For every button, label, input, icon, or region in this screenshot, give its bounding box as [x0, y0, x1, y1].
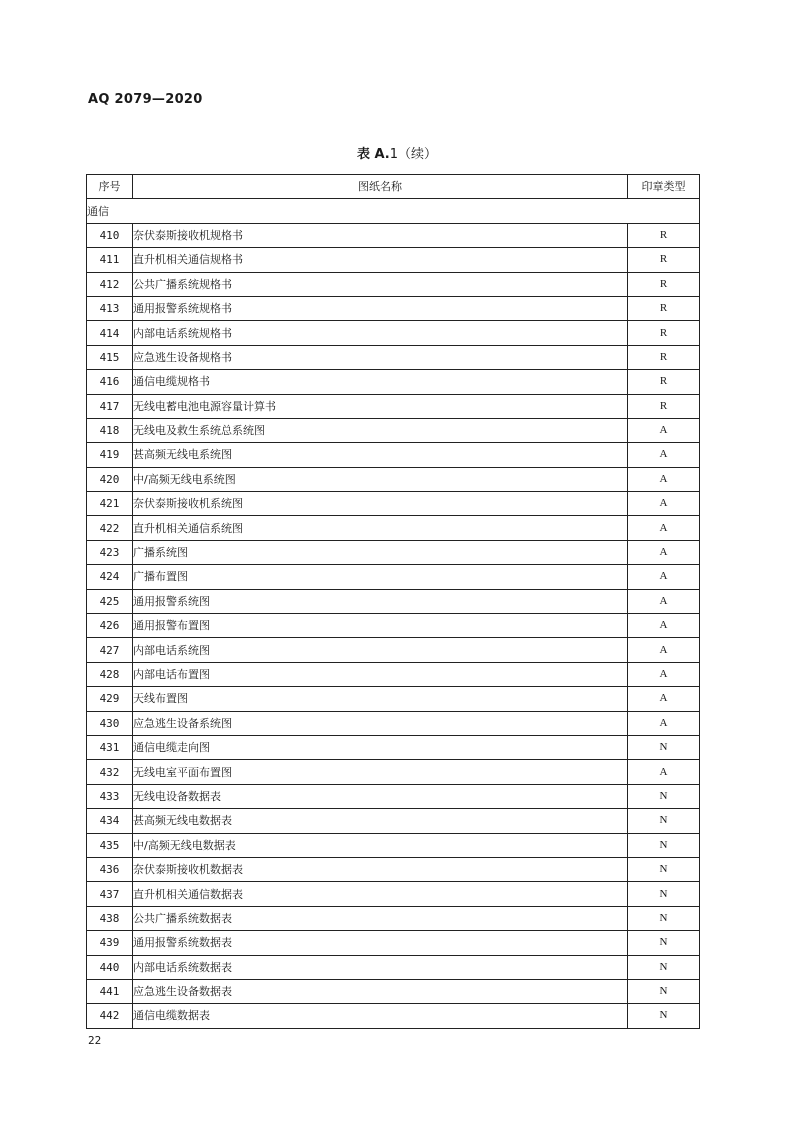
section-row [87, 199, 700, 223]
row-drawing-name: 甚高频无线电数据表 [133, 809, 628, 833]
table-row [87, 662, 700, 686]
drawings-table [86, 174, 700, 1029]
row-stamp-type: N [628, 809, 700, 833]
row-stamp-type: R [628, 370, 700, 394]
row-stamp-type: N [628, 931, 700, 955]
table-row [87, 784, 700, 808]
row-number: 427 [87, 638, 133, 662]
row-drawing-name: 通信电缆数据表 [133, 1004, 628, 1028]
row-stamp-type: N [628, 955, 700, 979]
row-drawing-name: 通用报警系统数据表 [133, 931, 628, 955]
table-row [87, 857, 700, 881]
row-number: 411 [87, 248, 133, 272]
row-stamp-type: A [628, 467, 700, 491]
row-drawing-name: 内部电话系统规格书 [133, 321, 628, 345]
row-drawing-name: 广播布置图 [133, 565, 628, 589]
row-number: 418 [87, 418, 133, 442]
row-number: 433 [87, 784, 133, 808]
row-number: 430 [87, 711, 133, 735]
row-stamp-type: N [628, 1004, 700, 1028]
row-number: 440 [87, 955, 133, 979]
row-stamp-type: R [628, 272, 700, 296]
row-number: 442 [87, 1004, 133, 1028]
row-drawing-name: 通用报警布置图 [133, 614, 628, 638]
table-row [87, 833, 700, 857]
row-drawing-name: 广播系统图 [133, 540, 628, 564]
row-drawing-name: 公共广播系统规格书 [133, 272, 628, 296]
row-number: 410 [87, 223, 133, 247]
column-header-stamp-type: 印章类型 [628, 175, 700, 199]
row-drawing-name: 中/高频无线电系统图 [133, 467, 628, 491]
row-stamp-type: A [628, 662, 700, 686]
row-stamp-type: A [628, 492, 700, 516]
table-row [87, 223, 700, 247]
row-number: 422 [87, 516, 133, 540]
table-row [87, 760, 700, 784]
row-stamp-type: A [628, 516, 700, 540]
row-drawing-name: 公共广播系统数据表 [133, 906, 628, 930]
table-row [87, 882, 700, 906]
row-drawing-name: 直升机相关通信规格书 [133, 248, 628, 272]
row-number: 432 [87, 760, 133, 784]
row-number: 426 [87, 614, 133, 638]
row-stamp-type: N [628, 882, 700, 906]
row-stamp-type: N [628, 784, 700, 808]
row-stamp-type: A [628, 687, 700, 711]
row-stamp-type: R [628, 223, 700, 247]
row-stamp-type: A [628, 589, 700, 613]
row-drawing-name: 应急逃生设备规格书 [133, 345, 628, 369]
table-row [87, 370, 700, 394]
row-stamp-type: A [628, 443, 700, 467]
row-number: 424 [87, 565, 133, 589]
row-drawing-name: 内部电话布置图 [133, 662, 628, 686]
row-stamp-type: A [628, 565, 700, 589]
table-row [87, 614, 700, 638]
row-number: 436 [87, 857, 133, 881]
row-number: 416 [87, 370, 133, 394]
row-number: 414 [87, 321, 133, 345]
table-row [87, 492, 700, 516]
row-number: 417 [87, 394, 133, 418]
row-number: 431 [87, 735, 133, 759]
row-number: 420 [87, 467, 133, 491]
page-number: 22 [88, 1034, 102, 1047]
table-row [87, 443, 700, 467]
table-row [87, 955, 700, 979]
table-row [87, 711, 700, 735]
row-stamp-type: A [628, 760, 700, 784]
row-number: 437 [87, 882, 133, 906]
row-drawing-name: 通用报警系统规格书 [133, 296, 628, 320]
table-row [87, 516, 700, 540]
row-drawing-name: 奈伏泰斯接收机系统图 [133, 492, 628, 516]
table-title-label: 表 A. [356, 147, 390, 162]
section-label: 通信 [87, 199, 700, 223]
table-row [87, 296, 700, 320]
table-row [87, 638, 700, 662]
row-number: 441 [87, 979, 133, 1003]
row-number: 435 [87, 833, 133, 857]
row-number: 419 [87, 443, 133, 467]
row-number: 415 [87, 345, 133, 369]
table-row [87, 394, 700, 418]
row-stamp-type: N [628, 857, 700, 881]
row-number: 421 [87, 492, 133, 516]
row-stamp-type: R [628, 321, 700, 345]
row-number: 429 [87, 687, 133, 711]
table-row [87, 906, 700, 930]
row-drawing-name: 应急逃生设备数据表 [133, 979, 628, 1003]
row-stamp-type: R [628, 394, 700, 418]
row-drawing-name: 应急逃生设备系统图 [133, 711, 628, 735]
row-drawing-name: 无线电蓄电池电源容量计算书 [133, 394, 628, 418]
table-row [87, 321, 700, 345]
table-title-number: 1 [389, 147, 399, 162]
table-row [87, 540, 700, 564]
row-stamp-type: N [628, 735, 700, 759]
row-stamp-type: A [628, 418, 700, 442]
table-row [87, 589, 700, 613]
row-stamp-type: A [628, 638, 700, 662]
row-stamp-type: R [628, 296, 700, 320]
row-number: 423 [87, 540, 133, 564]
row-number: 438 [87, 906, 133, 930]
row-drawing-name: 无线电及救生系统总系统图 [133, 418, 628, 442]
table-row [87, 565, 700, 589]
row-drawing-name: 天线布置图 [133, 687, 628, 711]
row-stamp-type: A [628, 614, 700, 638]
standard-code: AQ 2079—2020 [88, 92, 203, 107]
row-stamp-type: R [628, 248, 700, 272]
row-number: 412 [87, 272, 133, 296]
table-row [87, 809, 700, 833]
column-header-drawing-name: 图纸名称 [133, 175, 628, 199]
table-row [87, 735, 700, 759]
row-stamp-type: N [628, 979, 700, 1003]
row-drawing-name: 内部电话系统数据表 [133, 955, 628, 979]
row-stamp-type: N [628, 833, 700, 857]
column-header-number: 序号 [87, 175, 133, 199]
row-drawing-name: 无线电设备数据表 [133, 784, 628, 808]
row-number: 413 [87, 296, 133, 320]
table-header-row [87, 175, 700, 199]
row-stamp-type: N [628, 906, 700, 930]
table-row [87, 979, 700, 1003]
row-drawing-name: 通信电缆规格书 [133, 370, 628, 394]
row-drawing-name: 甚高频无线电系统图 [133, 443, 628, 467]
row-number: 428 [87, 662, 133, 686]
table-row [87, 248, 700, 272]
row-number: 439 [87, 931, 133, 955]
row-drawing-name: 内部电话系统图 [133, 638, 628, 662]
table-row [87, 687, 700, 711]
table-row [87, 272, 700, 296]
row-drawing-name: 直升机相关通信系统图 [133, 516, 628, 540]
table-row [87, 345, 700, 369]
row-stamp-type: R [628, 345, 700, 369]
row-drawing-name: 直升机相关通信数据表 [133, 882, 628, 906]
table-row [87, 418, 700, 442]
row-drawing-name: 无线电室平面布置图 [133, 760, 628, 784]
row-drawing-name: 通信电缆走向图 [133, 735, 628, 759]
table-row [87, 467, 700, 491]
row-drawing-name: 中/高频无线电数据表 [133, 833, 628, 857]
row-stamp-type: A [628, 711, 700, 735]
table-title [0, 143, 794, 162]
row-drawing-name: 通用报警系统图 [133, 589, 628, 613]
row-drawing-name: 奈伏泰斯接收机规格书 [133, 223, 628, 247]
row-number: 425 [87, 589, 133, 613]
row-number: 434 [87, 809, 133, 833]
table-title-suffix: （续） [398, 147, 438, 162]
row-stamp-type: A [628, 540, 700, 564]
row-drawing-name: 奈伏泰斯接收机数据表 [133, 857, 628, 881]
table-row [87, 931, 700, 955]
table-row [87, 1004, 700, 1028]
